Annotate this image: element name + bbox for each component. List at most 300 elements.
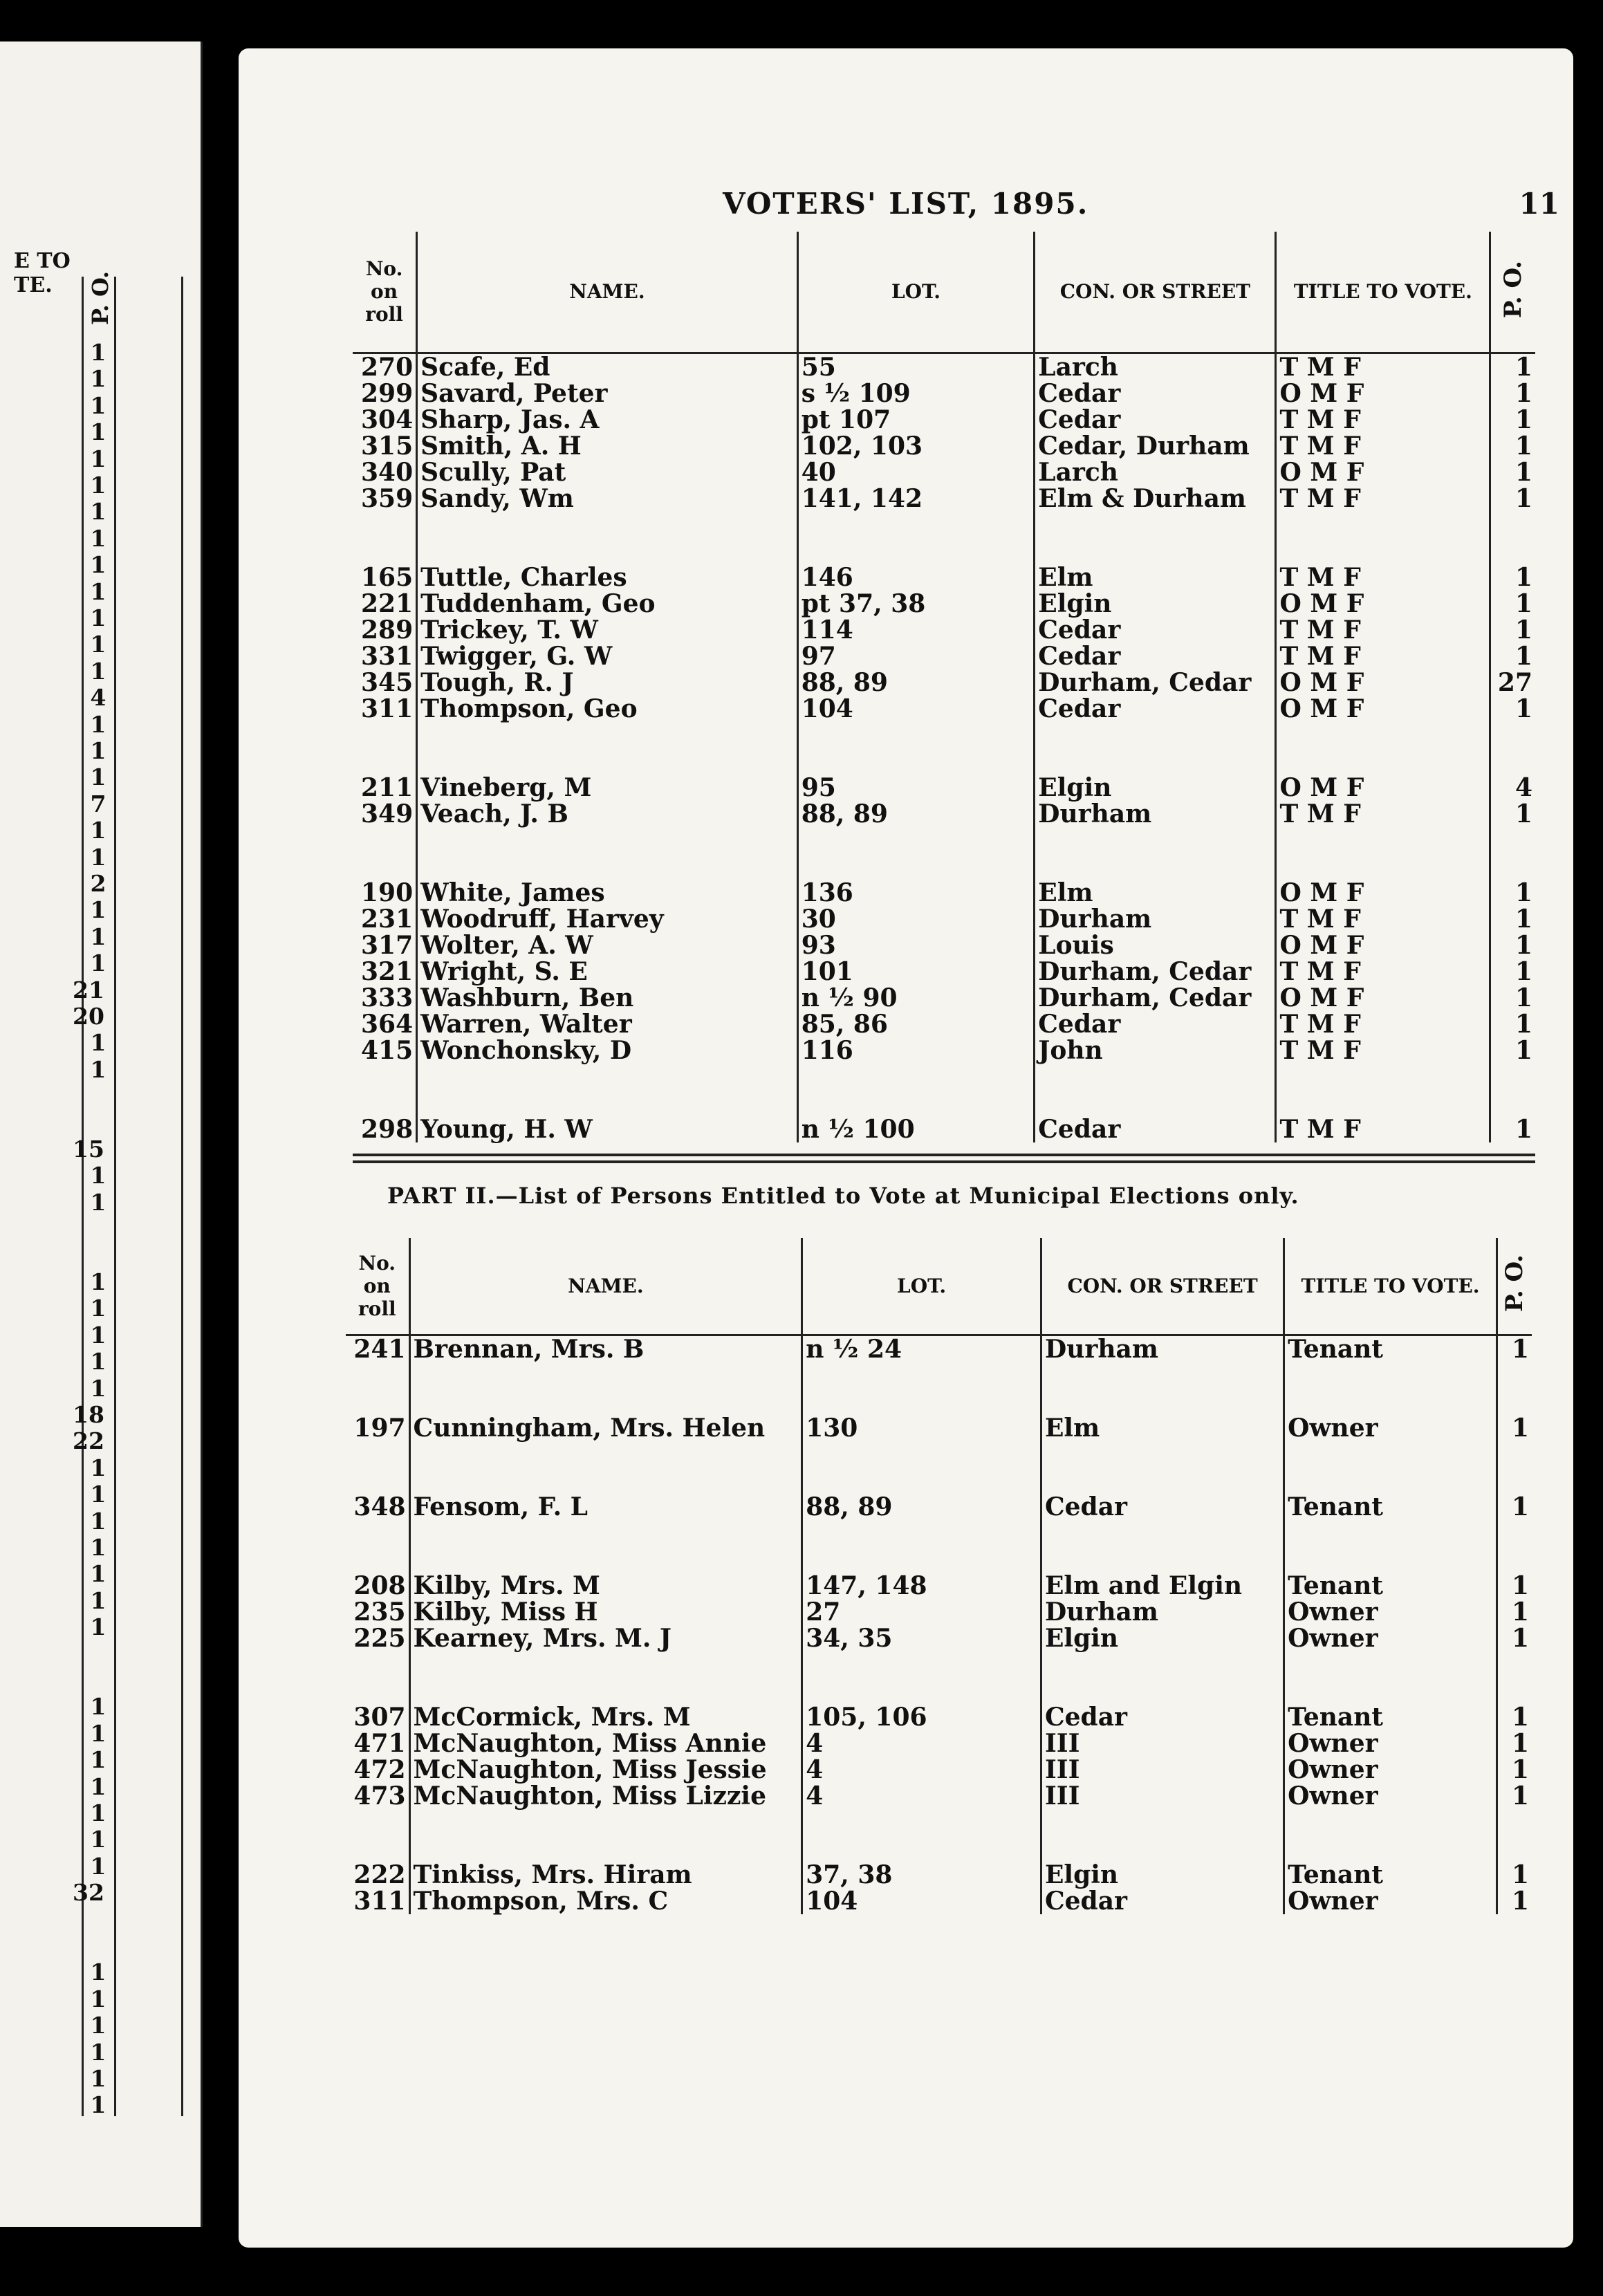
po-number: 1 (1490, 1011, 1535, 1037)
facing-po-value: 1 (90, 1295, 106, 1322)
facing-page-edge (181, 277, 183, 2116)
street-name: Elm (1035, 564, 1276, 591)
title-to-vote: T M F (1276, 643, 1490, 669)
title-to-vote: O M F (1276, 932, 1490, 959)
street-name: Cedar (1035, 380, 1276, 407)
col-header-street: CON. OR STREET (1041, 1238, 1284, 1335)
group-spacer (346, 1520, 1532, 1573)
facing-column-rule (114, 277, 116, 2116)
facing-po-value: 22 (73, 1427, 104, 1455)
voter-name: Woodruff, Harvey (417, 906, 798, 932)
table-row (346, 1573, 1532, 1599)
facing-po-value: 1 (90, 763, 106, 791)
roll-number: 471 (353, 1728, 406, 1758)
facing-po-value: 1 (90, 445, 106, 472)
title-to-vote: T M F (1276, 801, 1490, 827)
facing-po-value: 1 (90, 1613, 106, 1641)
group-spacer (346, 1441, 1532, 1494)
facing-po-value: 15 (73, 1136, 104, 1163)
facing-po-value: 18 (73, 1401, 104, 1428)
street-name: Cedar (1041, 1494, 1284, 1520)
roll-number: 317 (361, 930, 414, 960)
title-to-vote: O M F (1276, 985, 1490, 1011)
roll-number: 331 (361, 641, 414, 671)
po-number: 1 (1490, 380, 1535, 407)
roll-number: 333 (361, 983, 414, 1012)
title-to-vote: O M F (1276, 880, 1490, 906)
table-row (353, 591, 1535, 617)
title-to-vote: T M F (1276, 433, 1490, 459)
facing-po-value: 1 (90, 604, 106, 631)
roll-number: 473 (353, 1781, 406, 1811)
title-to-vote: O M F (1276, 459, 1490, 485)
po-number: 27 (1490, 669, 1535, 696)
roll-number: 270 (361, 352, 414, 382)
facing-po-value: 2 (90, 870, 106, 897)
voter-name: Savard, Peter (417, 380, 798, 407)
table-row (353, 669, 1535, 696)
street-name: Elm and Elgin (1041, 1573, 1284, 1599)
voter-name: Kilby, Mrs. M (409, 1573, 802, 1599)
facing-po-value: 1 (90, 1374, 106, 1402)
col-header-title: TITLE TO VOTE. (1276, 232, 1490, 353)
title-to-vote: Owner (1284, 1730, 1497, 1757)
voter-name: Fensom, F. L (409, 1494, 802, 1520)
voter-name: Thompson, Mrs. C (409, 1888, 802, 1914)
part1-table (353, 232, 1535, 1142)
title-to-vote: Tenant (1284, 1704, 1497, 1730)
facing-column-rule (82, 277, 84, 2116)
col-header-lot: LOT. (802, 1238, 1041, 1335)
street-name: Durham (1035, 801, 1276, 827)
facing-po-value: 1 (90, 1772, 106, 1800)
po-number: 1 (1497, 1573, 1532, 1599)
roll-number: 307 (353, 1702, 406, 1732)
po-number: 1 (1490, 932, 1535, 959)
po-number: 1 (1497, 1862, 1532, 1888)
facing-po-value: 1 (90, 737, 106, 764)
facing-po-value: 1 (90, 843, 106, 871)
voter-name: Tuddenham, Geo (417, 591, 798, 617)
title-to-vote: T M F (1276, 564, 1490, 591)
roll-number: 364 (361, 1009, 414, 1039)
title-to-vote: O M F (1276, 380, 1490, 407)
lot-number: 34, 35 (802, 1625, 1041, 1651)
col-header-po: P. O. (1497, 1238, 1532, 1335)
facing-po-value: 1 (90, 551, 106, 579)
po-number: 1 (1497, 1730, 1532, 1757)
roll-number: 221 (361, 589, 414, 618)
roll-number: 311 (361, 694, 414, 723)
po-number: 1 (1490, 459, 1535, 485)
voter-name: Sharp, Jas. A (417, 407, 798, 433)
table-row (353, 353, 1535, 380)
facing-po-value: 4 (90, 684, 106, 712)
table-row (346, 1783, 1532, 1809)
street-name: Durham, Cedar (1035, 985, 1276, 1011)
street-name: Elgin (1041, 1862, 1284, 1888)
street-name: Elgin (1041, 1625, 1284, 1651)
title-to-vote: T M F (1276, 959, 1490, 985)
facing-po-value: 1 (90, 2038, 106, 2066)
street-name: Louis (1035, 932, 1276, 959)
title-to-vote: T M F (1276, 1116, 1490, 1142)
facing-po-value: 1 (90, 1852, 106, 1880)
page-title: VOTERS' LIST, 1895. (723, 187, 1089, 221)
lot-number: 88, 89 (797, 669, 1035, 696)
po-number: 1 (1497, 1888, 1532, 1914)
facing-po-value: 20 (73, 1003, 104, 1030)
title-to-vote: Tenant (1284, 1862, 1497, 1888)
lot-number: 101 (797, 959, 1035, 985)
lot-number: s ½ 109 (797, 380, 1035, 407)
po-number: 1 (1490, 485, 1535, 512)
lot-number: 146 (797, 564, 1035, 591)
table-row (353, 1011, 1535, 1037)
lot-number: n ½ 24 (802, 1335, 1041, 1362)
col-header-title: TITLE TO VOTE. (1284, 1238, 1497, 1335)
roll-number: 321 (361, 956, 414, 986)
section-divider (353, 1160, 1535, 1163)
facing-po-value: 1 (90, 817, 106, 844)
title-to-vote: T M F (1276, 1037, 1490, 1064)
col-header-street: CON. OR STREET (1035, 232, 1276, 353)
voter-name: McCormick, Mrs. M (409, 1704, 802, 1730)
street-name: III (1041, 1730, 1284, 1757)
roll-number: 415 (361, 1035, 414, 1065)
facing-po-value: 1 (90, 524, 106, 552)
table-row (353, 959, 1535, 985)
voter-name: Tough, R. J (417, 669, 798, 696)
col-header-name: NAME. (409, 1238, 802, 1335)
facing-po-value: 1 (90, 1534, 106, 1561)
lot-number: 4 (802, 1757, 1041, 1783)
po-number: 1 (1497, 1335, 1532, 1362)
lot-number: 130 (802, 1415, 1041, 1441)
table-row (353, 880, 1535, 906)
roll-number: 211 (361, 772, 414, 802)
roll-number: 315 (361, 431, 414, 461)
lot-number: 147, 148 (802, 1573, 1041, 1599)
title-to-vote: T M F (1276, 1011, 1490, 1037)
title-to-vote: O M F (1276, 775, 1490, 801)
lot-number: 93 (797, 932, 1035, 959)
po-number: 1 (1490, 353, 1535, 380)
facing-po-value: 1 (90, 1799, 106, 1826)
voter-name: Thompson, Geo (417, 696, 798, 722)
voter-name: Twigger, G. W (417, 643, 798, 669)
po-number: 1 (1490, 1116, 1535, 1142)
title-to-vote: O M F (1276, 591, 1490, 617)
table-row (346, 1415, 1532, 1441)
facing-po-value: 1 (90, 1321, 106, 1349)
table-row (346, 1888, 1532, 1914)
title-to-vote: Owner (1284, 1599, 1497, 1625)
lot-number: pt 107 (797, 407, 1035, 433)
street-name: Cedar (1035, 407, 1276, 433)
facing-po-value: 1 (90, 365, 106, 393)
table-row (353, 1037, 1535, 1064)
facing-po-value: 1 (90, 391, 106, 419)
facing-po-value: 1 (90, 418, 106, 446)
group-spacer (346, 1362, 1532, 1415)
voter-name: Young, H. W (417, 1116, 798, 1142)
facing-po-value: 1 (90, 472, 106, 499)
facing-po-value: 1 (90, 1985, 106, 2012)
lot-number: n ½ 90 (797, 985, 1035, 1011)
facing-po-value: 1 (90, 1029, 106, 1057)
col-header-name: NAME. (417, 232, 798, 353)
street-name: Cedar (1035, 1011, 1276, 1037)
lot-number: 55 (797, 353, 1035, 380)
group-spacer (353, 722, 1535, 775)
street-name: Elgin (1035, 591, 1276, 617)
col-header-no: No. on roll (346, 1238, 409, 1335)
po-number: 4 (1490, 775, 1535, 801)
facing-po-value: 1 (90, 1560, 106, 1588)
facing-po-value: 1 (90, 710, 106, 738)
roll-number: 190 (361, 878, 414, 907)
po-number: 1 (1490, 959, 1535, 985)
roll-number: 235 (353, 1597, 406, 1627)
facing-po-value: 1 (90, 1055, 106, 1083)
facing-po-value: 1 (90, 498, 106, 526)
page-number: 11 (1519, 187, 1559, 221)
title-to-vote: Owner (1284, 1625, 1497, 1651)
voter-name: Wright, S. E (417, 959, 798, 985)
voter-name: Sandy, Wm (417, 485, 798, 512)
voter-name: Kilby, Miss H (409, 1599, 802, 1625)
facing-po-value: 1 (90, 1507, 106, 1535)
facing-po-value: 32 (73, 1879, 104, 1907)
table-row (346, 1862, 1532, 1888)
street-name: Elm (1035, 880, 1276, 906)
part2-heading: PART II.—List of Persons Entitled to Vote at Municipal Elections only. (387, 1183, 1299, 1209)
facing-header-line1: E TO (14, 249, 71, 273)
po-number: 1 (1497, 1783, 1532, 1809)
voter-name: Washburn, Ben (417, 985, 798, 1011)
roll-number: 472 (353, 1755, 406, 1784)
facing-po-value: 1 (90, 1826, 106, 1853)
roll-number: 304 (361, 405, 414, 434)
table-row (353, 643, 1535, 669)
street-name: Larch (1035, 353, 1276, 380)
street-name: Elm (1041, 1415, 1284, 1441)
voters-list-page (239, 48, 1573, 2248)
po-number: 1 (1490, 433, 1535, 459)
voter-name: Scafe, Ed (417, 353, 798, 380)
table-row (353, 617, 1535, 643)
facing-po-value: 1 (90, 631, 106, 658)
roll-number: 359 (361, 483, 414, 513)
voter-name: McNaughton, Miss Jessie (409, 1757, 802, 1783)
street-name: Cedar (1041, 1888, 1284, 1914)
lot-number: 88, 89 (802, 1494, 1041, 1520)
facing-po-value: 1 (90, 1746, 106, 1774)
table-row (346, 1494, 1532, 1520)
facing-po-value: 7 (90, 790, 106, 817)
street-name: Cedar (1041, 1704, 1284, 1730)
roll-number: 231 (361, 904, 414, 934)
voter-name: Vineberg, M (417, 775, 798, 801)
lot-number: 104 (802, 1888, 1041, 1914)
po-number: 1 (1490, 643, 1535, 669)
street-name: Elgin (1035, 775, 1276, 801)
facing-po-value: 1 (90, 1268, 106, 1295)
lot-number: 37, 38 (802, 1862, 1041, 1888)
roll-number: 289 (361, 615, 414, 645)
title-to-vote: Tenant (1284, 1494, 1497, 1520)
facing-po-value: 1 (90, 923, 106, 950)
po-number: 1 (1490, 801, 1535, 827)
street-name: Durham (1041, 1599, 1284, 1625)
facing-po-value: 1 (90, 896, 106, 924)
roll-number: 340 (361, 457, 414, 487)
table-row (346, 1757, 1532, 1783)
facing-page-fragment (0, 41, 203, 2227)
po-number: 1 (1497, 1415, 1532, 1441)
title-to-vote: T M F (1276, 485, 1490, 512)
group-spacer (346, 1651, 1532, 1704)
lot-number: 95 (797, 775, 1035, 801)
table-row (346, 1704, 1532, 1730)
facing-po-value: 1 (90, 1586, 106, 1614)
facing-header-line2: TE. (14, 273, 53, 297)
facing-po-value: 1 (90, 1693, 106, 1721)
table-row (353, 906, 1535, 932)
po-number: 1 (1490, 407, 1535, 433)
roll-number: 208 (353, 1571, 406, 1600)
facing-po-value: 1 (90, 950, 106, 977)
po-number: 1 (1497, 1494, 1532, 1520)
street-name: Larch (1035, 459, 1276, 485)
title-to-vote: Tenant (1284, 1573, 1497, 1599)
table-row (353, 932, 1535, 959)
voter-name: Brennan, Mrs. B (409, 1335, 802, 1362)
table-row (353, 696, 1535, 722)
roll-number: 298 (361, 1114, 414, 1144)
col-header-lot: LOT. (797, 232, 1035, 353)
voter-name: Tinkiss, Mrs. Hiram (409, 1862, 802, 1888)
table-row (346, 1625, 1532, 1651)
title-to-vote: T M F (1276, 906, 1490, 932)
group-spacer (346, 1809, 1532, 1862)
title-to-vote: T M F (1276, 353, 1490, 380)
facing-po-value: 21 (73, 976, 104, 1003)
po-number: 1 (1497, 1599, 1532, 1625)
facing-po-header: P. O. (87, 270, 113, 325)
voter-name: Scully, Pat (417, 459, 798, 485)
lot-number: 116 (797, 1037, 1035, 1064)
street-name: Elm & Durham (1035, 485, 1276, 512)
lot-number: 102, 103 (797, 433, 1035, 459)
table-row (353, 985, 1535, 1011)
lot-number: 40 (797, 459, 1035, 485)
lot-number: 105, 106 (802, 1704, 1041, 1730)
facing-po-value: 1 (90, 1959, 106, 1986)
title-to-vote: T M F (1276, 617, 1490, 643)
lot-number: 104 (797, 696, 1035, 722)
roll-number: 222 (353, 1860, 406, 1889)
lot-number: pt 37, 38 (797, 591, 1035, 617)
voter-name: McNaughton, Miss Lizzie (409, 1783, 802, 1809)
street-name: Durham, Cedar (1035, 669, 1276, 696)
facing-po-value: 1 (90, 2091, 106, 2119)
voter-name: Wolter, A. W (417, 932, 798, 959)
table-row (346, 1730, 1532, 1757)
street-name: Durham (1035, 906, 1276, 932)
facing-po-value: 1 (90, 1719, 106, 1747)
voter-name: Cunningham, Mrs. Helen (409, 1415, 802, 1441)
street-name: John (1035, 1037, 1276, 1064)
street-name: Cedar, Durham (1035, 433, 1276, 459)
street-name: Cedar (1035, 696, 1276, 722)
table-row (353, 564, 1535, 591)
group-spacer (353, 827, 1535, 880)
voter-name: White, James (417, 880, 798, 906)
po-number: 1 (1490, 591, 1535, 617)
title-to-vote: O M F (1276, 696, 1490, 722)
po-number: 1 (1497, 1757, 1532, 1783)
roll-number: 348 (353, 1492, 406, 1521)
section-divider (353, 1154, 1535, 1156)
facing-po-value: 1 (90, 2065, 106, 2092)
lot-number: 4 (802, 1730, 1041, 1757)
lot-number: 30 (797, 906, 1035, 932)
lot-number: 4 (802, 1783, 1041, 1809)
table-row (346, 1335, 1532, 1362)
col-header-no: No. on roll (353, 232, 417, 353)
street-name: III (1041, 1783, 1284, 1809)
voter-name: Trickey, T. W (417, 617, 798, 643)
roll-number: 299 (361, 378, 414, 408)
table-row (353, 1116, 1535, 1142)
facing-po-value: 1 (90, 657, 106, 685)
po-number: 1 (1490, 906, 1535, 932)
table-row (353, 485, 1535, 512)
street-name: Cedar (1035, 617, 1276, 643)
title-to-vote: O M F (1276, 669, 1490, 696)
lot-number: 85, 86 (797, 1011, 1035, 1037)
roll-number: 165 (361, 562, 414, 592)
table-row (353, 407, 1535, 433)
po-number: 1 (1497, 1625, 1532, 1651)
roll-number: 349 (361, 799, 414, 828)
voter-name: Smith, A. H (417, 433, 798, 459)
facing-po-value: 1 (90, 1348, 106, 1376)
lot-number: 136 (797, 880, 1035, 906)
table-row (353, 380, 1535, 407)
part2-table (346, 1238, 1532, 1914)
roll-number: 197 (353, 1413, 406, 1443)
facing-po-value: 1 (90, 1481, 106, 1508)
po-number: 1 (1490, 696, 1535, 722)
facing-po-value: 1 (90, 339, 106, 366)
facing-po-value: 1 (90, 1454, 106, 1481)
title-to-vote: Owner (1284, 1783, 1497, 1809)
group-spacer (353, 512, 1535, 564)
lot-number: 114 (797, 617, 1035, 643)
roll-number: 345 (361, 667, 414, 697)
title-to-vote: Owner (1284, 1757, 1497, 1783)
voter-name: Kearney, Mrs. M. J (409, 1625, 802, 1651)
lot-number: 27 (802, 1599, 1041, 1625)
title-to-vote: T M F (1276, 407, 1490, 433)
lot-number: 88, 89 (797, 801, 1035, 827)
po-number: 1 (1497, 1704, 1532, 1730)
voter-name: Warren, Walter (417, 1011, 798, 1037)
voter-name: Veach, J. B (417, 801, 798, 827)
